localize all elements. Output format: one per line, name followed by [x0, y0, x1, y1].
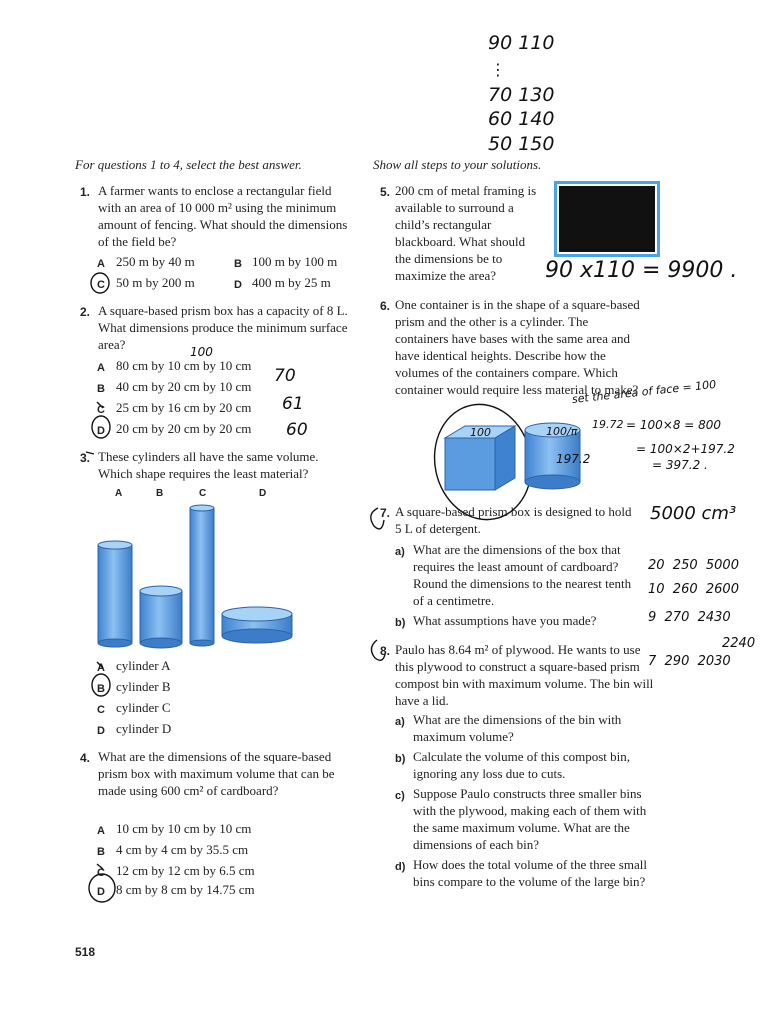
- handwritten-mark-q2-b: 70: [274, 366, 296, 386]
- option-text: 250 m by 40 m: [116, 254, 195, 269]
- part-text: How does the total volume of the three small bins compare to the volume of the large bin?: [413, 857, 647, 889]
- option-letter: A: [97, 825, 105, 837]
- page-number: 518: [75, 945, 96, 959]
- cylinder-label-b: B: [156, 488, 164, 499]
- question-text: What are the dimensions of the square-based prism box with maximum volume that can be made using 600 cm² of cardboard?: [98, 749, 335, 798]
- handwritten-note-top-3: 70 130: [488, 84, 555, 106]
- question-number: 2.: [80, 305, 91, 319]
- option-letter: D: [97, 886, 105, 898]
- option-letter: B: [97, 683, 105, 695]
- handwritten-answer-q7: 5000 cm³: [650, 503, 737, 524]
- question-text: 200 cm of metal framing is available to surround a child’s rectangular blackboard. What should the dimensions be to maximize the area?: [395, 183, 537, 283]
- option-letter: B: [97, 846, 105, 858]
- option-letter: D: [97, 425, 105, 437]
- option-letter: C: [97, 279, 105, 291]
- part-letter: a): [395, 716, 405, 728]
- question-text: Paulo has 8.64 m² of plywood. He wants to use this plywood to construct a square-based prism compost bin with maximum volume. The bin will have a lid.: [395, 642, 654, 708]
- option-letter: A: [97, 258, 105, 270]
- question-text: These cylinders all have the same volume. Which shape requires the least material?: [98, 449, 319, 481]
- blackboard-surface: [559, 186, 655, 252]
- blackboard-inner: [557, 184, 657, 254]
- handwritten-note-q6-1: set the area of face = 100: [571, 377, 717, 406]
- option-letter: D: [97, 725, 105, 737]
- handwritten-table-row-4: 2240: [722, 636, 756, 651]
- option-letter: A: [97, 362, 105, 374]
- handwritten-cylinder-note: 19.72: [592, 418, 624, 431]
- handwritten-mark-q2-d: 60: [286, 420, 308, 440]
- part-letter: c): [395, 790, 405, 802]
- option-text: 8 cm by 8 cm by 14.75 cm: [116, 882, 255, 897]
- handwritten-table-row-5: 7 290 2030: [648, 654, 731, 669]
- option-text: cylinder D: [116, 721, 172, 736]
- handwritten-note-top-4: 60 140: [488, 108, 555, 130]
- option-text: 20 cm by 20 cm by 20 cm: [116, 421, 252, 436]
- handwritten-note-top-1: 90 110: [488, 32, 555, 54]
- instructions-right: Show all steps to your solutions.: [373, 157, 542, 172]
- option-letter: B: [234, 258, 242, 270]
- part-text: What assumptions have you made?: [413, 613, 597, 628]
- handwritten-mark-q2-c: 61: [282, 394, 304, 414]
- option-letter: D: [234, 279, 242, 291]
- cylinder-label-c: C: [199, 488, 207, 499]
- instructions-left: For questions 1 to 4, select the best answer.: [75, 157, 302, 172]
- question-text: One container is in the shape of a square-based prism and the other is a cylinder. The containers have bases with the same area and have identical heights. Describe how the volumes of the containers compare. Which container would require less material to make?: [395, 297, 640, 397]
- handwritten-table-row-2: 10 260 2600: [648, 582, 739, 597]
- part-letter: a): [395, 546, 405, 558]
- option-letter: A: [97, 662, 105, 674]
- question-text: A square-based prism box is designed to hold 5 L of detergent.: [395, 504, 632, 536]
- option-text: 40 cm by 20 cm by 10 cm: [116, 379, 252, 394]
- handwritten-cylinder-area: 197.2: [556, 452, 591, 466]
- part-letter: b): [395, 753, 406, 765]
- handwritten-table-row-1: 20 250 5000: [648, 558, 739, 573]
- option-text: 10 cm by 10 cm by 10 cm: [116, 821, 252, 836]
- cylinder-label-a: A: [115, 488, 123, 499]
- option-text: cylinder A: [116, 658, 171, 673]
- option-text: 50 m by 200 m: [116, 275, 195, 290]
- option-text: 12 cm by 12 cm by 6.5 cm: [116, 863, 255, 878]
- question-text: A farmer wants to enclose a rectangular field with an area of 10 000 m² using the minimum amount of fencing. What should the dimensions of the field be?: [98, 183, 348, 249]
- question-number: 3.: [80, 451, 91, 465]
- part-text: Suppose Paulo constructs three smaller bins with the plywood, making each of them with the same maximum volume. What are the dimensions of each bin?: [413, 786, 647, 852]
- part-text: Calculate the volume of this compost bin, ignoring any loss due to cuts.: [413, 749, 630, 781]
- handwritten-table-row-3: 9 270 2430: [648, 610, 731, 625]
- option-text: cylinder C: [116, 700, 171, 715]
- handwritten-prism-label: 100: [470, 426, 491, 439]
- handwritten-note-q6-3: = 100×2+197.2: [636, 442, 735, 456]
- option-text: 25 cm by 16 cm by 20 cm: [116, 400, 252, 415]
- question-number: 6.: [380, 299, 391, 313]
- option-text: 100 m by 100 m: [252, 254, 338, 269]
- option-letter: C: [97, 404, 105, 416]
- part-letter: d): [395, 861, 406, 873]
- option-letter: C: [97, 867, 105, 879]
- handwritten-cylinder-label: 100/π: [546, 425, 578, 438]
- cylinder-label-d: D: [259, 488, 267, 499]
- handwritten-answer-q5: 90 x110 = 9900 .: [545, 258, 738, 283]
- handwritten-mark-q2-a: 100: [190, 345, 213, 359]
- question-text: A square-based prism box has a capacity of 8 L. What dimensions produce the minimum surface area?: [98, 303, 348, 352]
- blackboard-figure: [554, 181, 660, 257]
- option-letter: C: [97, 704, 105, 716]
- handwritten-note-top-5: 50 150: [488, 133, 555, 155]
- handwritten-note-q6-4: = 397.2 .: [652, 458, 708, 472]
- option-letter: B: [97, 383, 105, 395]
- question-number: 1.: [80, 185, 91, 199]
- handwritten-note-q6-2: = 100×8 = 800: [626, 418, 722, 432]
- option-text: 400 m by 25 m: [252, 275, 331, 290]
- handwritten-note-top-2: ⋮: [490, 60, 506, 79]
- option-text: 80 cm by 10 cm by 10 cm: [116, 358, 252, 373]
- question-number: 8.: [380, 644, 391, 658]
- part-text: What are the dimensions of the bin with maximum volume?: [413, 712, 622, 744]
- question-number: 4.: [80, 751, 91, 765]
- part-letter: b): [395, 617, 406, 629]
- option-text: 4 cm by 4 cm by 35.5 cm: [116, 842, 249, 857]
- question-number: 5.: [380, 185, 391, 199]
- option-text: cylinder B: [116, 679, 171, 694]
- part-text: What are the dimensions of the box that requires the least amount of cardboard? Round the dimensions to the nearest tenth of a centimetre.: [413, 542, 632, 608]
- question-number: 7.: [380, 506, 391, 520]
